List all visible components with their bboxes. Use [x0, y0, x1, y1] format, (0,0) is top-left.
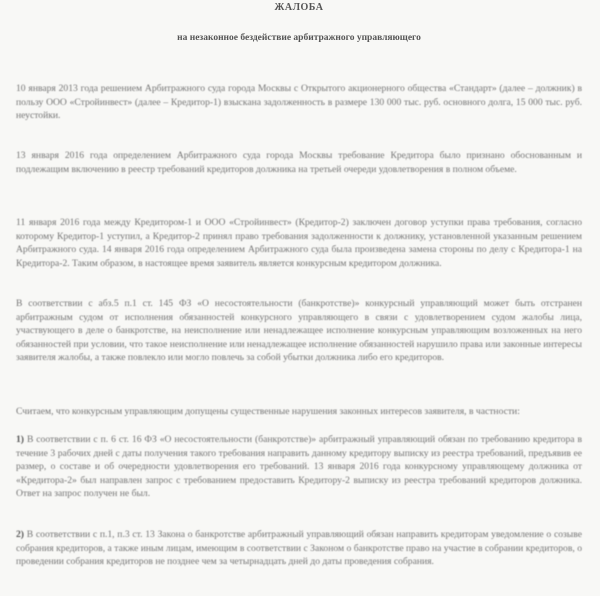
paragraph-1-text: 10 января 2013 года решением Арбитражного суда города Москвы с Открытого акционерного общества «Стандарт» (далее – должник) в пользу ООО «Стройинвест» (далее – Кредитор-1) взыскана задолженность в размере 130 000 тыс. руб. основного долга, 15 000 тыс. руб. неустойки.: [16, 83, 582, 121]
paragraph-3: [16, 216, 582, 284]
paragraph-6-text: В соответствии с п. 6 ст. 16 ФЗ «О несостоятельности (банкротстве)» арбитражный управляющий обязан по требованию кредитора в течение 3 рабочих дней с даты получения такого требования направить данному кредитору выписку из реестра требований, предъявив ее размер, о составе и об очередности удовлетворения его требований. 13 января 2016 года конкурсному управляющему должника от «Кредитора-2» был направлен запрос с требованием предоставить Кредитору-2 выписку из реестра требований кредиторов должника. Ответ на запрос получен не был.: [16, 434, 582, 499]
paragraph-7-text: В соответствии с п.1, п.3 ст. 13 Закона о банкротстве арбитражный управляющий обязан направить кредиторам уведомление о созыве собрания кредиторов, а также иным лицам, имеющим в соответствии с Законом о банкротстве право на участие в собрании кредиторов, о проведении собрания кредиторов не позднее чем за четырнадцать дней до даты проведения собрания.: [16, 529, 582, 567]
paragraph-6-number: 1): [16, 434, 24, 445]
paragraph-2-text: 13 января 2016 года определением Арбитражного суда города Москвы требование Кредитора было признано обоснованным и подлежащим включению в реестр требований кредиторов должника на третьей очереди удовлетворения в полном объеме.: [16, 150, 582, 175]
paragraph-5-text: Считаем, что конкурсным управляющим допущены существенные нарушения законных интересов заявителя, в частности:: [16, 406, 520, 417]
paragraph-2: [16, 149, 582, 203]
paragraph-6: [16, 433, 582, 515]
paragraph-4-text: В соответствии с абз.5 п.1 ст. 145 ФЗ «О несостоятельности (банкротстве)» конкурсный управляющий может быть отстранен арбитражным судом от исполнения обязанностей конкурсного управляющего в связи с удовлетворением судом жалобы лица, участвующего в деле о банкротстве, на неисполнение или ненадлежащее исполнение конкурсным управляющим возложенных на него обязанностей при условии, что такое неисполнение или ненадлежащее исполнение обязанностей нарушило права или законные интересы заявителя жалобы, а также повлекло или могло повлечь за собой убытки должника либо его кредиторов.: [16, 298, 582, 363]
paragraph-4: [16, 297, 582, 392]
paragraph-3-text: 11 января 2016 года между Кредитором-1 и ООО «Стройинвест» (Кредитор-2) заключен договор уступки права требования, согласно которому Кредитор-1 уступил, а Кредитор-2 принял право требования задолженности к должнику, установленной указанным решением Арбитражного суда. 14 января 2016 года определением Арбитражного суда была произведена замена стороны по делу с Кредитора-1 на Кредитора-2. Таким образом, в настоящее время заявитель является конкурсным кредитором должника.: [16, 217, 582, 269]
document-title: ЖАЛОБА: [274, 2, 324, 13]
paragraph-5: [16, 405, 582, 419]
paragraph-1: [16, 82, 582, 136]
paragraph-7: [16, 528, 582, 576]
document-subtitle: на незаконное бездействие арбитражного управляющего: [177, 33, 421, 43]
paragraph-7-number: 2): [16, 529, 24, 540]
